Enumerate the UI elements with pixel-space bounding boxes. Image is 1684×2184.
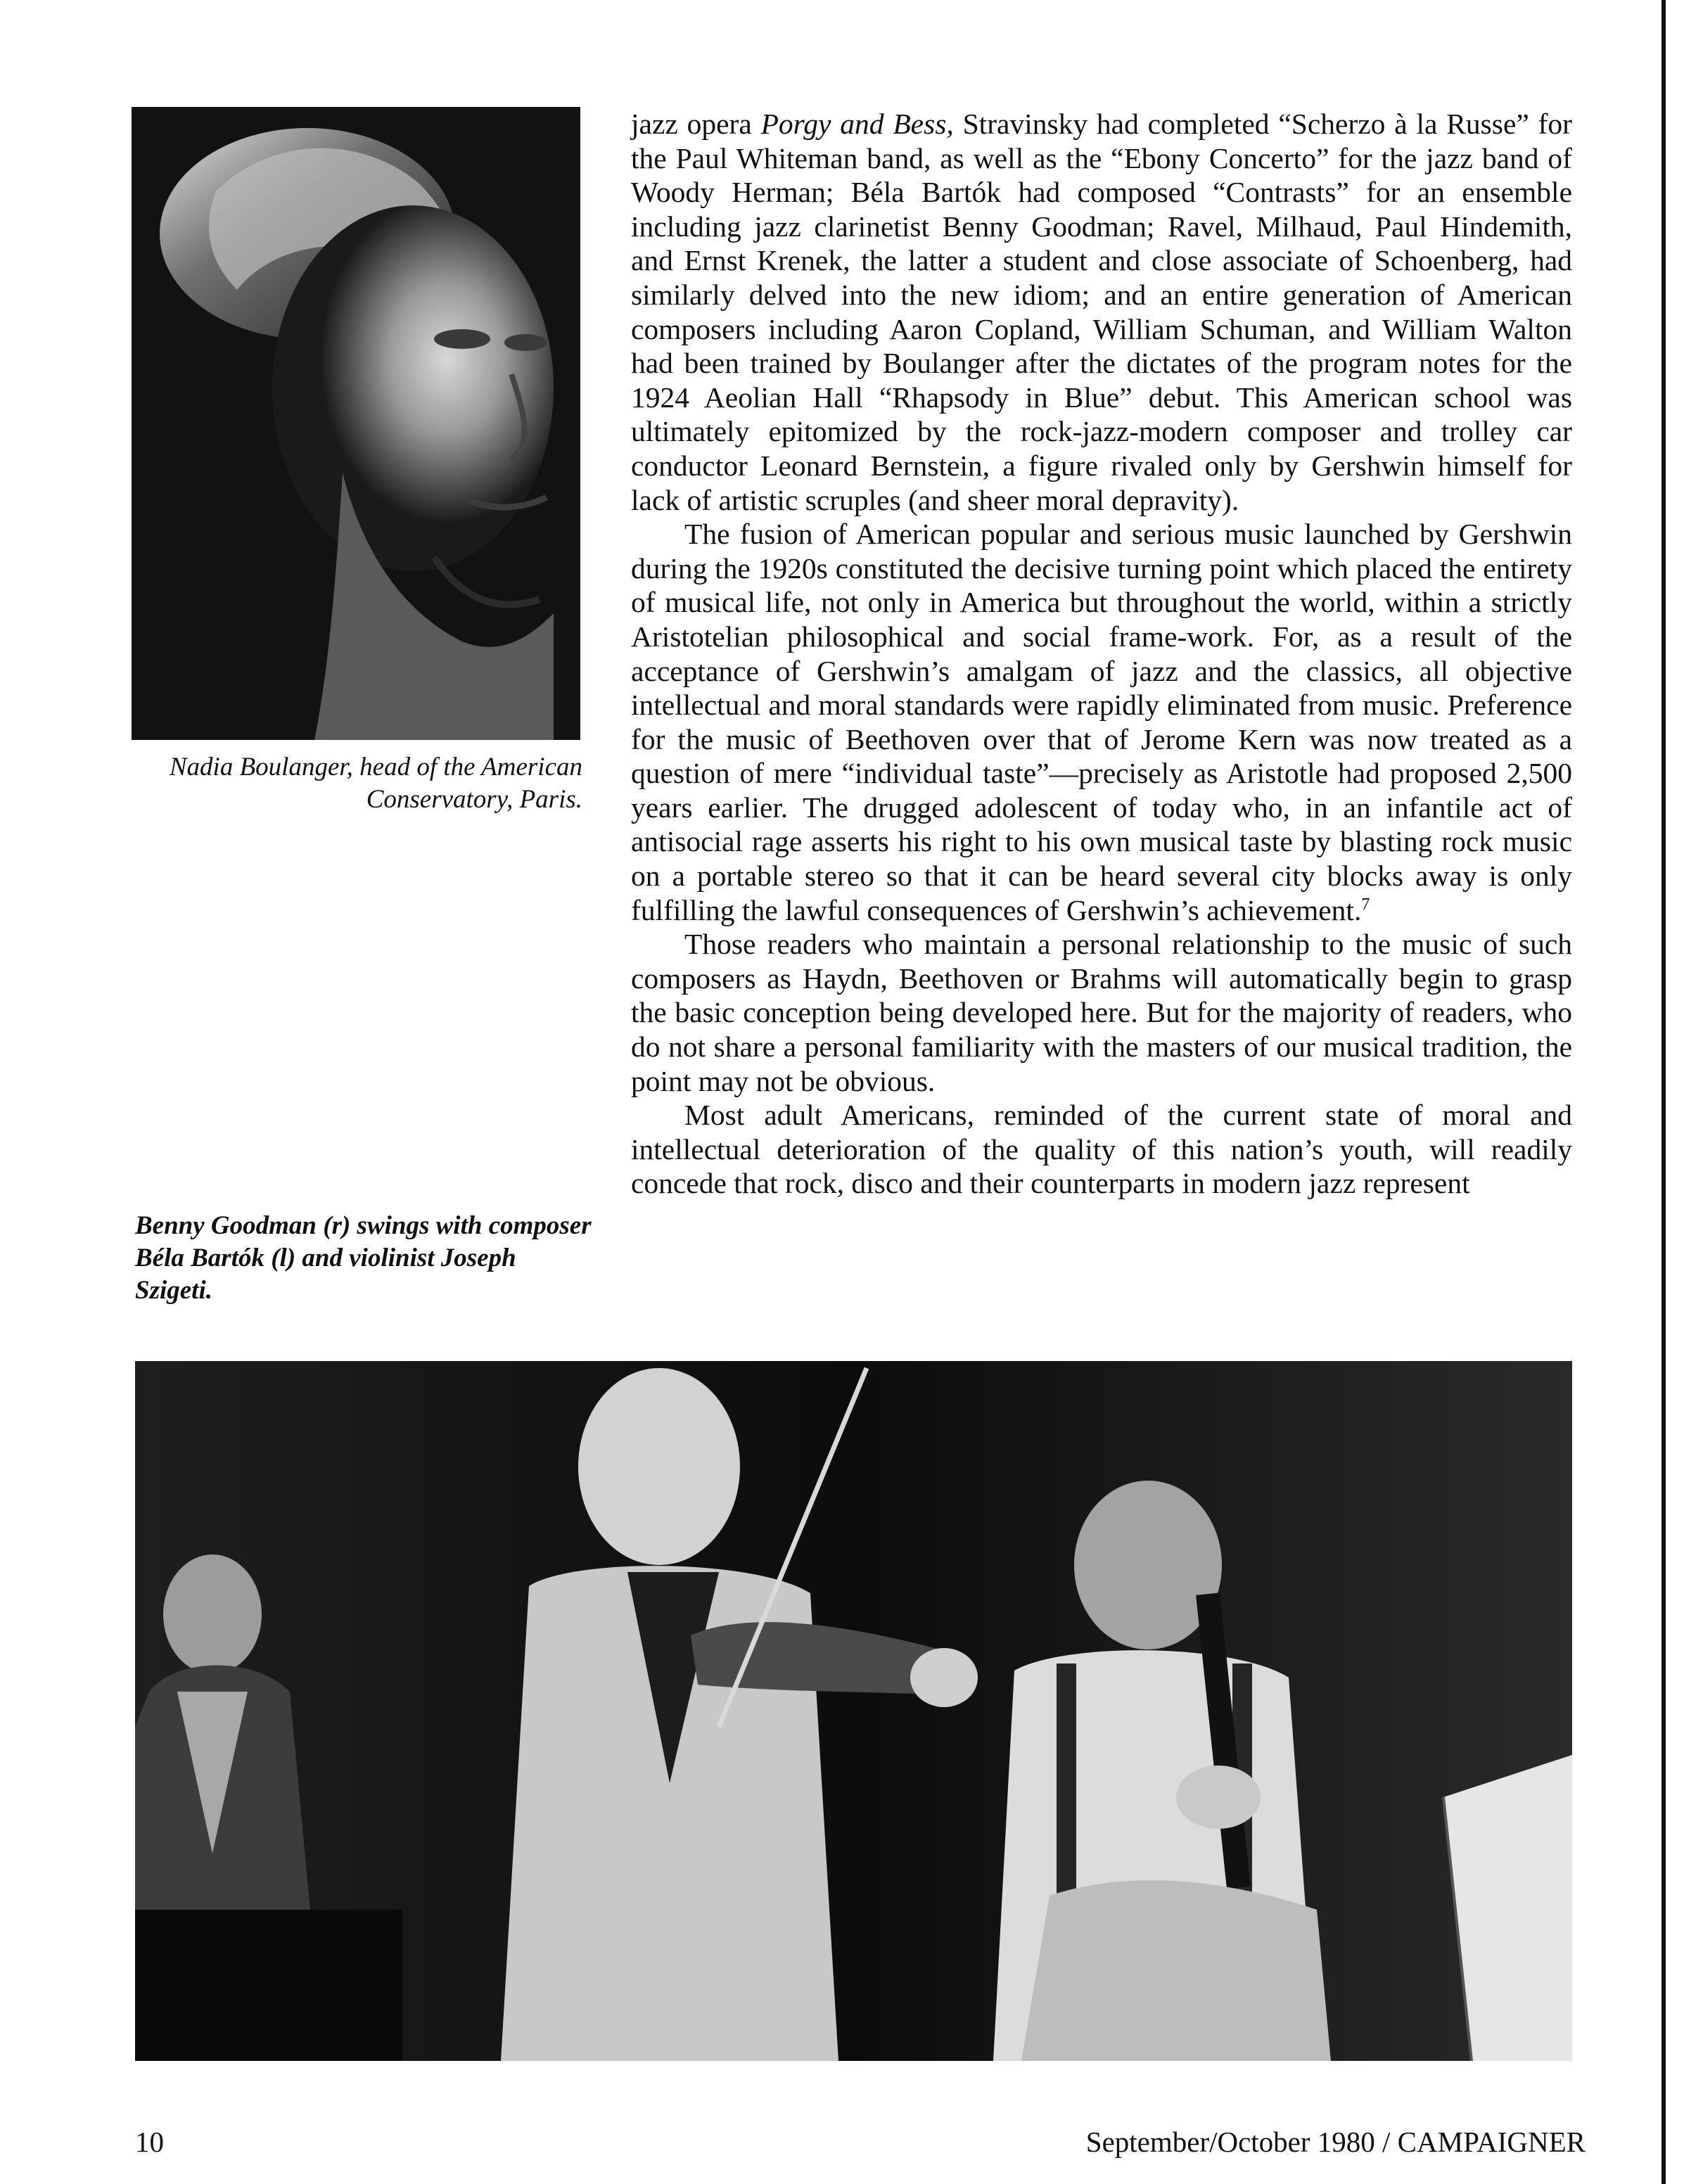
article-paragraph-4: Most adult Americans, reminded of the current state of moral and intellectual deterioration of the quality of this nation’s youth, will readily concede that rock, disco and their counterparts in modern jazz represent [631, 1099, 1572, 1200]
article-text: Stravinsky had completed “Scherzo à la Russe” for the Paul Whiteman band, as well as the “Ebony Concerto” for the jazz band of Woody Herman; Béla Bartók had composed “Contrasts” for an ensemble including jazz clarinetist Benny Goodman; Ravel, Milhaud, Paul Hindemith, and Ernst Krenek, the latter a student and close associate of Schoenberg, had similarly delved into the new idiom; and an entire generation of American composers including Aaron Copland, William Schuman, and William Walton had been trained by Boulanger after the dictates of the program notes for the 1924 Aeolian Hall “Rhapsody in Blue” debut. This American school was ultimately epitomized by the rock-jazz-modern composer and trolley car conductor Leonard Bernstein, a figure rivaled only by Gershwin himself for lack of artistic scruples (and sheer moral depravity). [631, 108, 1572, 516]
article-paragraph-2 [631, 517, 1572, 927]
portrait-illustration [132, 107, 580, 740]
page-number: 10 [135, 2126, 164, 2158]
article-text: The fusion of American popular and serious music launched by Gershwin during the 1920s constituted the decisive turning point which placed the entirety of musical life, not only in America but throughout the world, within a strictly Aristotelian philosophical and social frame-work. For, as a result of the acceptance of Gershwin’s amalgam of jazz and the classics, all objective intellectual and moral standards were rapidly eliminated from music. Preference for the music of Beethoven over that of Jerome Kern was now treated as a question of mere “individual taste”—precisely as Aristotle had proposed 2,500 years earlier. The drugged adolescent of today who, in an infantile act of antisocial rage asserts his right to his own musical taste by blasting rock music on a portable stereo so that it can be heard several city blocks away is only fulfilling the lawful consequences of Gershwin’s achievement. [631, 518, 1572, 926]
page-edge-rule [1661, 0, 1666, 2184]
article-body [631, 107, 1572, 1201]
trio-caption: Benny Goodman (r) swings with composer Béla Bartók (l) and violinist Joseph Szigeti. [135, 1211, 592, 1305]
issue-line: September/October 1980 / CAMPAIGNER [1085, 2126, 1586, 2158]
footnote-marker: 7 [1361, 895, 1370, 914]
article-text: jazz opera [631, 108, 761, 140]
portrait-photo [132, 107, 580, 740]
article-paragraph-1 [631, 107, 1572, 517]
musicians-photo [135, 1361, 1572, 2061]
portrait-caption: Nadia Boulanger, head of the American Conservatory, Paris. [169, 753, 582, 814]
musicians-illustration [135, 1361, 1572, 2061]
opera-title: Porgy and Bess, [760, 108, 954, 140]
article-paragraph-3: Those readers who maintain a personal relationship to the music of such composers as Haydn, Beethoven or Brahms will automatically begin to grasp the basic conception being developed here. But for the majority of readers, who do not share a personal familiarity with the masters of our musical tradition, the point may not be obvious. [631, 928, 1572, 1097]
